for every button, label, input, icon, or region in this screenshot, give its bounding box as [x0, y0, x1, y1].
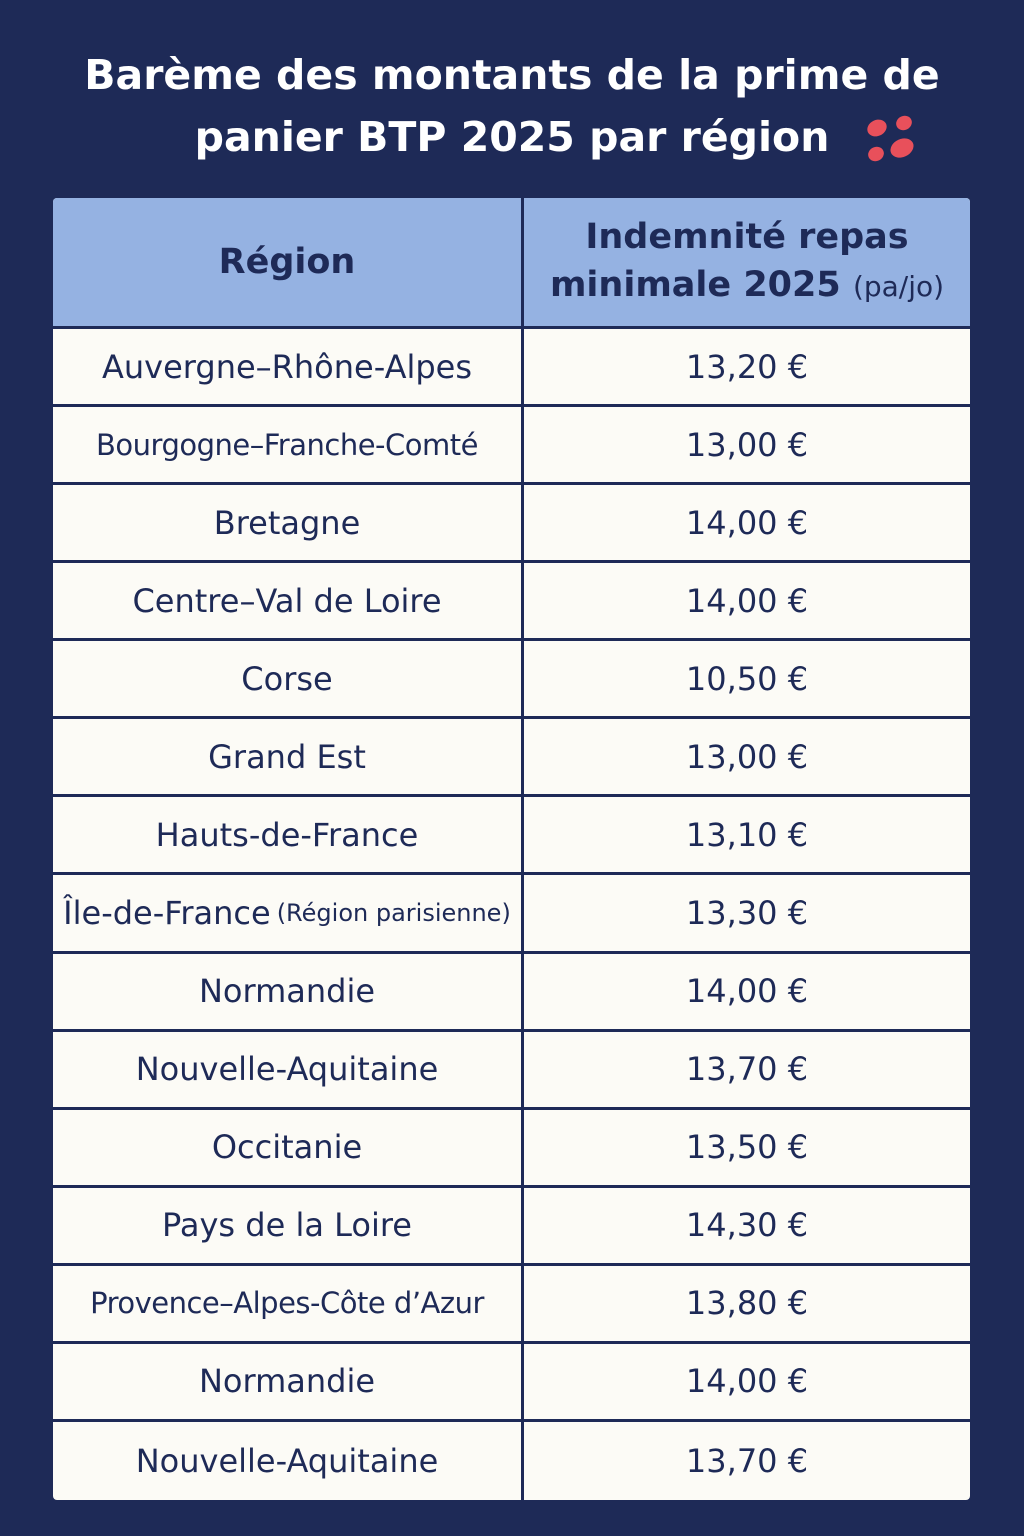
region-cell: [53, 329, 521, 404]
table-row: [53, 641, 970, 719]
amount-value: 14,00 €: [685, 503, 809, 542]
amount-value: 13,20 €: [685, 347, 809, 386]
amount-cell: [524, 407, 970, 482]
amount-cell: [524, 1188, 970, 1263]
region-name: Grand Est: [208, 737, 366, 776]
header-amount-line1: Indemnité repas: [585, 217, 909, 257]
amount-cell: [524, 875, 970, 950]
rates-table: [53, 198, 970, 1500]
amount-cell: [524, 1422, 970, 1500]
header-amount-line2: minimale 2025: [549, 265, 841, 305]
amount-cell: [524, 1032, 970, 1107]
amount-cell: [524, 563, 970, 638]
amount-value: 13,00 €: [685, 425, 809, 464]
region-cell: [53, 1344, 521, 1419]
table-row: [53, 563, 970, 641]
region-name: Provence–Alpes-Côte d’Azur: [90, 1286, 484, 1321]
amount-value: 13,50 €: [685, 1128, 809, 1167]
amount-cell: [524, 1110, 970, 1185]
region-name: Normandie: [198, 972, 376, 1011]
region-name: Pays de la Loire: [162, 1206, 412, 1245]
table-row: [53, 1344, 970, 1422]
region-cell: [53, 875, 521, 950]
amount-value: 14,00 €: [685, 1362, 809, 1401]
table-row: [53, 329, 970, 407]
table-body: [53, 329, 970, 1500]
region-cell: [53, 1188, 521, 1263]
amount-value: 14,00 €: [685, 581, 809, 620]
region-name: Bourgogne–Franche-Comté: [96, 427, 478, 462]
amount-cell: [524, 485, 970, 560]
table-row: [53, 1188, 970, 1266]
region-name: Nouvelle-Aquitaine: [135, 1441, 439, 1480]
region-cell: [53, 563, 521, 638]
amount-cell: [524, 641, 970, 716]
header-amount-unit: (pa/jo): [852, 270, 945, 303]
column-divider: [521, 198, 524, 1500]
region-name: Normandie: [198, 1362, 376, 1401]
region-cell: [53, 485, 521, 560]
table-row: [53, 1266, 970, 1344]
region-cell: [53, 719, 521, 794]
amount-cell: [524, 329, 970, 404]
header-region: Région: [218, 242, 356, 282]
table-row: [53, 954, 970, 1032]
region-cell: [53, 1110, 521, 1185]
table-row: [53, 407, 970, 485]
region-cell: [53, 641, 521, 716]
region-cell: [53, 407, 521, 482]
region-name: Île-de-France: [63, 893, 271, 932]
amount-cell: [524, 797, 970, 872]
amount-value: 13,30 €: [685, 893, 809, 932]
region-name: Corse: [241, 659, 333, 698]
amount-cell: [524, 1266, 970, 1341]
table-row: [53, 1422, 970, 1500]
amount-value: 10,50 €: [685, 659, 809, 698]
region-cell: [53, 1032, 521, 1107]
amount-value: 13,10 €: [685, 815, 809, 854]
amount-value: 13,70 €: [685, 1050, 809, 1089]
amount-cell: [524, 954, 970, 1029]
region-cell: [53, 1422, 521, 1500]
table-header: [53, 198, 970, 329]
region-name: Bretagne: [213, 503, 361, 542]
table-row: [53, 719, 970, 797]
amount-value: 14,00 €: [685, 972, 809, 1011]
table-row: [53, 1032, 970, 1110]
region-name: Hauts-de-France: [155, 815, 419, 854]
title-line-2: panier BTP 2025 par région: [194, 113, 830, 161]
header-amount: [524, 198, 970, 326]
title-line-1: Barème des montants de la prime de: [84, 51, 940, 99]
region-name: Nouvelle-Aquitaine: [135, 1050, 439, 1089]
region-cell: [53, 1266, 521, 1341]
region-cell: [53, 954, 521, 1029]
table-row: [53, 1110, 970, 1188]
region-cell: [53, 797, 521, 872]
region-name: Auvergne–Rhône-Alpes: [101, 347, 473, 386]
amount-value: 13,00 €: [685, 737, 809, 776]
region-name: Centre–Val de Loire: [132, 581, 442, 620]
amount-cell: [524, 1344, 970, 1419]
region-note: (Région parisienne): [276, 898, 511, 927]
amount-value: 13,80 €: [685, 1284, 809, 1323]
amount-value: 14,30 €: [685, 1206, 809, 1245]
region-name: Occitanie: [211, 1128, 363, 1167]
amount-cell: [524, 719, 970, 794]
table-row: [53, 875, 970, 953]
table-row: [53, 797, 970, 875]
table-row: [53, 485, 970, 563]
amount-value: 13,70 €: [685, 1441, 809, 1480]
red-dots-logo: [862, 112, 918, 168]
